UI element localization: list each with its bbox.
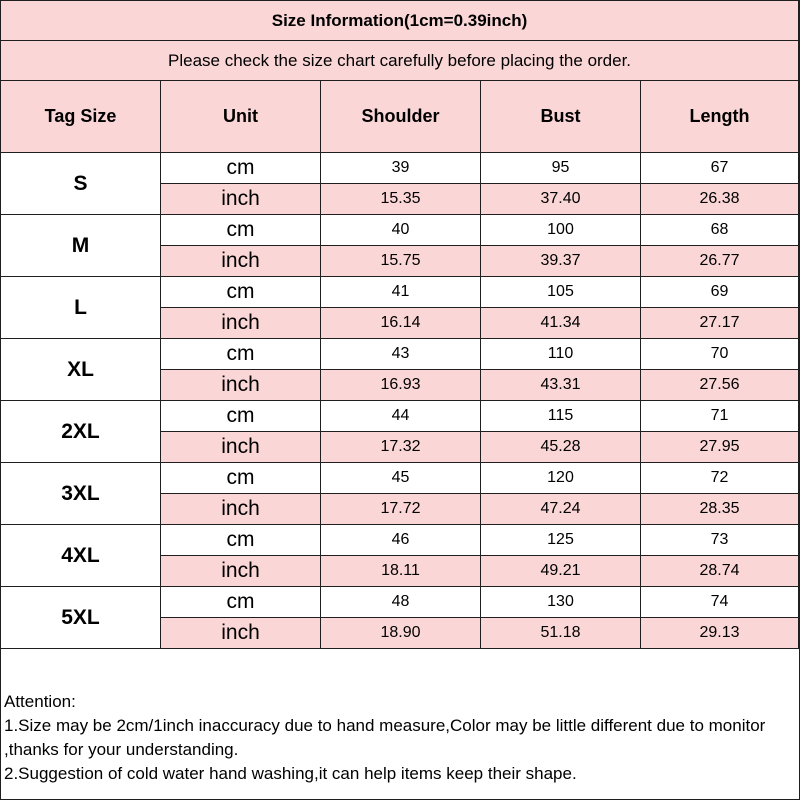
tag-size-cell: S bbox=[1, 153, 161, 215]
attention-line: 1.Size may be 2cm/1inch inaccuracy due to hand measure,Color may be little different due to monitor bbox=[4, 716, 766, 735]
bust-cell: 49.21 bbox=[481, 556, 641, 587]
chart-subtitle: Please check the size chart carefully before placing the order. bbox=[1, 41, 799, 81]
length-cell: 27.56 bbox=[641, 370, 799, 401]
unit-cell: cm bbox=[161, 339, 321, 370]
unit-cell: inch bbox=[161, 494, 321, 525]
shoulder-cell: 17.32 bbox=[321, 432, 481, 463]
bust-cell: 45.28 bbox=[481, 432, 641, 463]
length-cell: 70 bbox=[641, 339, 799, 370]
shoulder-cell: 16.14 bbox=[321, 308, 481, 339]
bust-cell: 41.34 bbox=[481, 308, 641, 339]
length-cell: 69 bbox=[641, 277, 799, 308]
unit-cell: cm bbox=[161, 401, 321, 432]
length-cell: 26.77 bbox=[641, 246, 799, 277]
header-shoulder: Shoulder bbox=[321, 81, 481, 153]
tag-size-cell: 5XL bbox=[1, 587, 161, 649]
header-row bbox=[1, 81, 799, 153]
shoulder-cell: 17.72 bbox=[321, 494, 481, 525]
bust-cell: 100 bbox=[481, 215, 641, 246]
shoulder-cell: 39 bbox=[321, 153, 481, 184]
unit-cell: cm bbox=[161, 153, 321, 184]
shoulder-cell: 45 bbox=[321, 463, 481, 494]
length-cell: 73 bbox=[641, 525, 799, 556]
shoulder-cell: 48 bbox=[321, 587, 481, 618]
bust-cell: 110 bbox=[481, 339, 641, 370]
shoulder-cell: 41 bbox=[321, 277, 481, 308]
shoulder-cell: 43 bbox=[321, 339, 481, 370]
bust-cell: 39.37 bbox=[481, 246, 641, 277]
bust-cell: 47.24 bbox=[481, 494, 641, 525]
size-row-cm bbox=[1, 587, 799, 618]
unit-cell: inch bbox=[161, 556, 321, 587]
shoulder-cell: 15.75 bbox=[321, 246, 481, 277]
header-bust: Bust bbox=[481, 81, 641, 153]
shoulder-cell: 46 bbox=[321, 525, 481, 556]
shoulder-cell: 18.90 bbox=[321, 618, 481, 649]
size-row-cm bbox=[1, 401, 799, 432]
bust-cell: 37.40 bbox=[481, 184, 641, 215]
tag-size-cell: M bbox=[1, 215, 161, 277]
attention-heading: Attention: bbox=[4, 692, 76, 711]
length-cell: 27.17 bbox=[641, 308, 799, 339]
attention-notes bbox=[4, 690, 794, 786]
tag-size-cell: 4XL bbox=[1, 525, 161, 587]
tag-size-cell: 2XL bbox=[1, 401, 161, 463]
size-row-cm bbox=[1, 339, 799, 370]
size-row-cm bbox=[1, 463, 799, 494]
unit-cell: cm bbox=[161, 525, 321, 556]
tag-size-cell: XL bbox=[1, 339, 161, 401]
shoulder-cell: 40 bbox=[321, 215, 481, 246]
length-cell: 74 bbox=[641, 587, 799, 618]
length-cell: 68 bbox=[641, 215, 799, 246]
header-unit: Unit bbox=[161, 81, 321, 153]
unit-cell: inch bbox=[161, 308, 321, 339]
bust-cell: 125 bbox=[481, 525, 641, 556]
shoulder-cell: 15.35 bbox=[321, 184, 481, 215]
unit-cell: cm bbox=[161, 215, 321, 246]
length-cell: 67 bbox=[641, 153, 799, 184]
size-row-cm bbox=[1, 153, 799, 184]
bust-cell: 120 bbox=[481, 463, 641, 494]
shoulder-cell: 16.93 bbox=[321, 370, 481, 401]
unit-cell: cm bbox=[161, 277, 321, 308]
length-cell: 29.13 bbox=[641, 618, 799, 649]
bust-cell: 130 bbox=[481, 587, 641, 618]
shoulder-cell: 18.11 bbox=[321, 556, 481, 587]
tag-size-cell: L bbox=[1, 277, 161, 339]
length-cell: 26.38 bbox=[641, 184, 799, 215]
length-cell: 71 bbox=[641, 401, 799, 432]
length-cell: 72 bbox=[641, 463, 799, 494]
unit-cell: inch bbox=[161, 432, 321, 463]
unit-cell: cm bbox=[161, 587, 321, 618]
bust-cell: 95 bbox=[481, 153, 641, 184]
length-cell: 28.35 bbox=[641, 494, 799, 525]
size-row-cm bbox=[1, 215, 799, 246]
size-row-cm bbox=[1, 525, 799, 556]
length-cell: 28.74 bbox=[641, 556, 799, 587]
header-tag-size: Tag Size bbox=[1, 81, 161, 153]
length-cell: 27.95 bbox=[641, 432, 799, 463]
unit-cell: inch bbox=[161, 618, 321, 649]
chart-title: Size Information(1cm=0.39inch) bbox=[1, 1, 799, 41]
bust-cell: 51.18 bbox=[481, 618, 641, 649]
unit-cell: inch bbox=[161, 246, 321, 277]
unit-cell: inch bbox=[161, 370, 321, 401]
bust-cell: 43.31 bbox=[481, 370, 641, 401]
size-row-cm bbox=[1, 277, 799, 308]
attention-line: ,thanks for your understanding. bbox=[4, 740, 239, 759]
attention-line: 2.Suggestion of cold water hand washing,it can help items keep their shape. bbox=[4, 764, 577, 783]
unit-cell: cm bbox=[161, 463, 321, 494]
unit-cell: inch bbox=[161, 184, 321, 215]
bust-cell: 115 bbox=[481, 401, 641, 432]
header-length: Length bbox=[641, 81, 799, 153]
tag-size-cell: 3XL bbox=[1, 463, 161, 525]
bust-cell: 105 bbox=[481, 277, 641, 308]
shoulder-cell: 44 bbox=[321, 401, 481, 432]
